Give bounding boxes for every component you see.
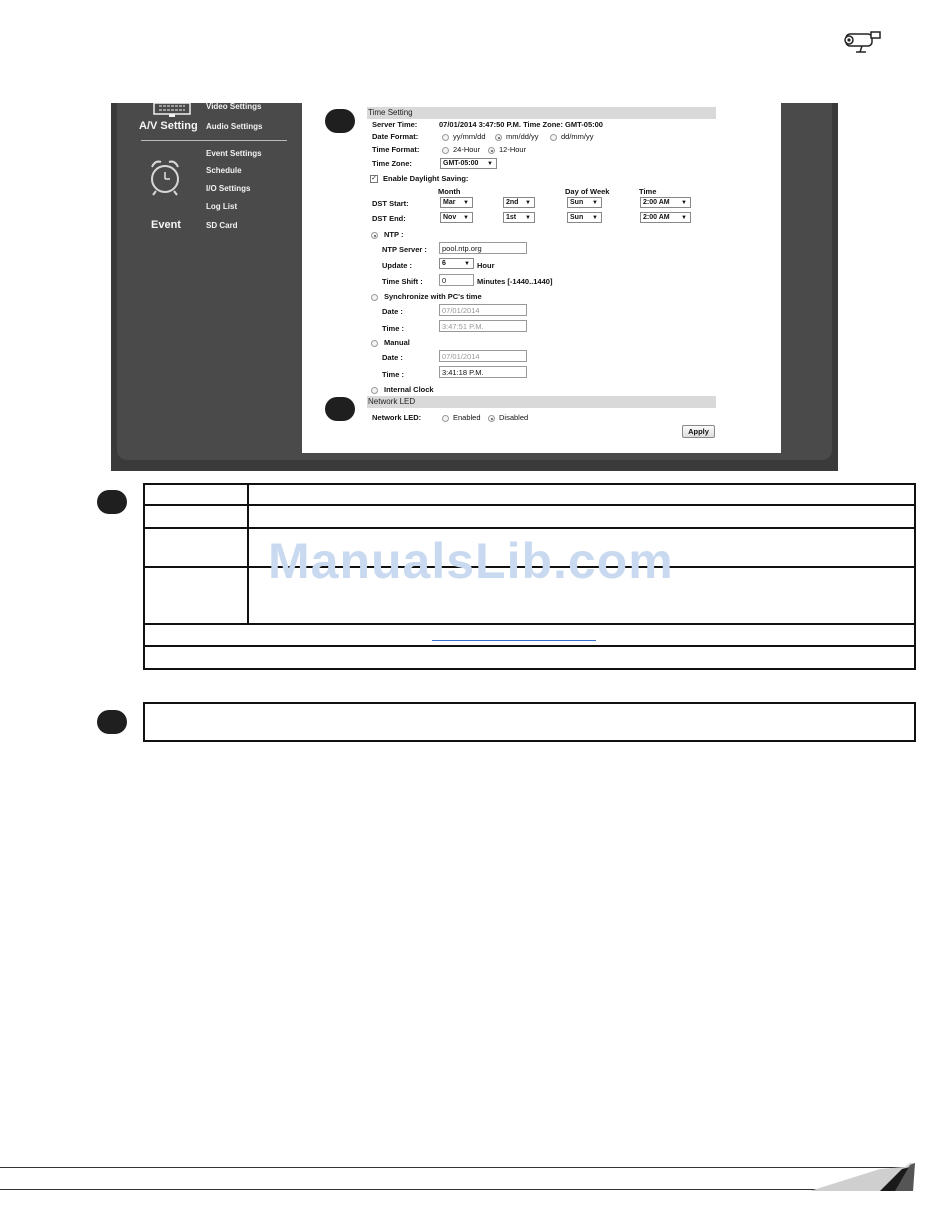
dst-end-label: DST End: bbox=[372, 214, 406, 223]
server-time-value: 07/01/2014 3:47:50 P.M. Time Zone: GMT-05:00 bbox=[439, 120, 603, 129]
manual-label: Manual bbox=[384, 338, 410, 347]
time-shift-label: Time Shift : bbox=[382, 277, 423, 286]
dst-start-time-select[interactable] bbox=[640, 197, 691, 208]
ntp-server-input[interactable]: pool.ntp.org bbox=[439, 242, 527, 254]
dst-start-time-value: 2:00 AM bbox=[643, 199, 670, 206]
table-column-divider bbox=[247, 483, 249, 624]
table-row-divider bbox=[143, 645, 916, 647]
alarm-clock-icon bbox=[148, 157, 182, 197]
dst-end-week-select[interactable] bbox=[503, 212, 535, 223]
chevron-down-icon: ▼ bbox=[463, 215, 469, 221]
settings-panel bbox=[302, 103, 781, 453]
footer-rule-bottom bbox=[0, 1189, 913, 1190]
brand-swoosh-logo bbox=[810, 1163, 915, 1193]
dst-start-label: DST Start: bbox=[372, 199, 409, 208]
time-format-radio-24h[interactable] bbox=[442, 147, 449, 154]
sidebar-item-schedule[interactable]: Schedule bbox=[206, 166, 242, 175]
time-format-option-24h: 24-Hour bbox=[453, 145, 481, 154]
network-led-radio-disabled[interactable] bbox=[488, 415, 495, 422]
sidebar-item-sd-card[interactable]: SD Card bbox=[206, 221, 238, 230]
sidebar-item-io-settings[interactable]: I/O Settings bbox=[206, 184, 251, 193]
update-unit: Hour bbox=[477, 261, 495, 270]
dst-end-week-value: 1st bbox=[506, 214, 517, 221]
dst-end-month-value: Nov bbox=[443, 214, 457, 221]
daylight-saving-checkbox[interactable]: ✓ bbox=[371, 175, 377, 182]
dst-start-week-value: 2nd bbox=[506, 199, 519, 206]
chevron-down-icon: ▼ bbox=[681, 215, 687, 221]
sidebar-item-video-settings[interactable]: Video Settings bbox=[206, 102, 262, 111]
category-event[interactable]: Event bbox=[151, 219, 181, 231]
callout-badge-time-setting bbox=[325, 109, 355, 133]
daylight-saving-label: Enable Daylight Saving: bbox=[383, 174, 469, 183]
watermark: ManualsLib.com bbox=[268, 533, 674, 589]
time-format-option-12h: 12-Hour bbox=[499, 145, 527, 154]
time-zone-label: Time Zone: bbox=[372, 159, 412, 168]
dst-start-day-select[interactable] bbox=[567, 197, 602, 208]
date-format-label: Date Format: bbox=[372, 132, 419, 141]
date-format-radio-mmddyy[interactable] bbox=[495, 134, 502, 141]
table-row-divider bbox=[143, 623, 916, 625]
time-format-radio-12h[interactable] bbox=[488, 147, 495, 154]
network-led-option-disabled: Disabled bbox=[499, 413, 529, 422]
time-setting-header: Time Setting bbox=[367, 107, 716, 119]
manual-time-input[interactable]: 3:41:18 P.M. bbox=[439, 366, 527, 378]
table-row-divider bbox=[143, 527, 916, 529]
time-format-label: Time Format: bbox=[372, 145, 420, 154]
dst-end-time-value: 2:00 AM bbox=[643, 214, 670, 221]
settings-screenshot bbox=[111, 103, 838, 471]
sync-time-input[interactable]: 3:47:51 P.M. bbox=[439, 320, 527, 332]
manual-date-input[interactable]: 07/01/2014 bbox=[439, 350, 527, 362]
dst-end-time-select[interactable] bbox=[640, 212, 691, 223]
dst-end-month-select[interactable] bbox=[440, 212, 473, 223]
time-zone-value: GMT-05:00 bbox=[443, 160, 479, 167]
update-select[interactable] bbox=[439, 258, 474, 269]
date-format-radio-yymmdd[interactable] bbox=[442, 134, 449, 141]
sidebar-item-log-list[interactable]: Log List bbox=[206, 202, 238, 211]
dst-column-day-of-week: Day of Week bbox=[565, 187, 610, 196]
callout-badge-network-led bbox=[325, 397, 355, 421]
dst-start-month-select[interactable] bbox=[440, 197, 473, 208]
dst-start-week-select[interactable] bbox=[503, 197, 535, 208]
chevron-down-icon: ▼ bbox=[525, 200, 531, 206]
internal-clock-label: Internal Clock bbox=[384, 385, 434, 394]
date-format-radio-ddmmyy[interactable] bbox=[550, 134, 557, 141]
callout-badge-table-1 bbox=[97, 490, 127, 514]
sync-time-label: Time : bbox=[382, 324, 404, 333]
date-format-option-1: yy/mm/dd bbox=[453, 132, 486, 141]
manual-date-label: Date : bbox=[382, 353, 403, 362]
ntp-radio[interactable] bbox=[371, 232, 378, 239]
sidebar-item-event-settings[interactable]: Event Settings bbox=[206, 149, 262, 158]
sync-date-input[interactable]: 07/01/2014 bbox=[439, 304, 527, 316]
chevron-down-icon: ▼ bbox=[592, 200, 598, 206]
chevron-down-icon: ▼ bbox=[592, 215, 598, 221]
sidebar-item-audio-settings[interactable]: Audio Settings bbox=[206, 122, 263, 131]
sync-date-label: Date : bbox=[382, 307, 403, 316]
date-format-option-3: dd/mm/yy bbox=[561, 132, 594, 141]
chevron-down-icon: ▼ bbox=[525, 215, 531, 221]
internal-clock-radio[interactable] bbox=[371, 387, 378, 394]
dst-column-month: Month bbox=[438, 187, 461, 196]
chevron-down-icon: ▼ bbox=[464, 261, 470, 267]
table-row-divider bbox=[143, 504, 916, 506]
sync-pc-label: Synchronize with PC's time bbox=[384, 292, 482, 301]
chevron-down-icon: ▼ bbox=[681, 200, 687, 206]
callout-badge-table-2 bbox=[97, 710, 127, 734]
monitor-icon bbox=[153, 103, 191, 119]
dst-end-day-select[interactable] bbox=[567, 212, 602, 223]
date-format-option-2: mm/dd/yy bbox=[506, 132, 539, 141]
update-value: 6 bbox=[442, 260, 446, 267]
manual-time-label: Time : bbox=[382, 370, 404, 379]
time-shift-unit: Minutes [-1440..1440] bbox=[477, 277, 553, 286]
sidebar bbox=[117, 103, 832, 460]
category-av-setting[interactable]: A/V Setting bbox=[139, 120, 198, 132]
update-label: Update : bbox=[382, 261, 412, 270]
time-shift-input[interactable]: 0 bbox=[439, 274, 474, 286]
dst-end-day-value: Sun bbox=[570, 214, 584, 221]
network-led-label: Network LED: bbox=[372, 413, 422, 422]
network-led-option-enabled: Enabled bbox=[453, 413, 481, 422]
apply-button[interactable]: Apply bbox=[682, 425, 715, 438]
ntp-server-label: NTP Server : bbox=[382, 245, 427, 254]
dst-start-month-value: Mar bbox=[443, 199, 456, 206]
network-led-radio-enabled[interactable] bbox=[442, 415, 449, 422]
ntp-label: NTP : bbox=[384, 230, 404, 239]
sync-pc-radio[interactable] bbox=[371, 294, 378, 301]
dst-start-day-value: Sun bbox=[570, 199, 584, 206]
footer-rule-top bbox=[0, 1167, 913, 1168]
network-led-header: Network LED bbox=[367, 396, 716, 408]
time-zone-select[interactable] bbox=[440, 158, 497, 169]
link-underline[interactable] bbox=[432, 640, 596, 641]
chevron-down-icon: ▼ bbox=[463, 200, 469, 206]
security-camera-icon bbox=[838, 26, 884, 56]
dst-column-time: Time bbox=[639, 187, 657, 196]
server-time-label: Server Time: bbox=[372, 120, 418, 129]
manual-radio[interactable] bbox=[371, 340, 378, 347]
sidebar-divider bbox=[141, 140, 287, 141]
network-led-table bbox=[143, 702, 916, 742]
chevron-down-icon: ▼ bbox=[487, 161, 493, 167]
